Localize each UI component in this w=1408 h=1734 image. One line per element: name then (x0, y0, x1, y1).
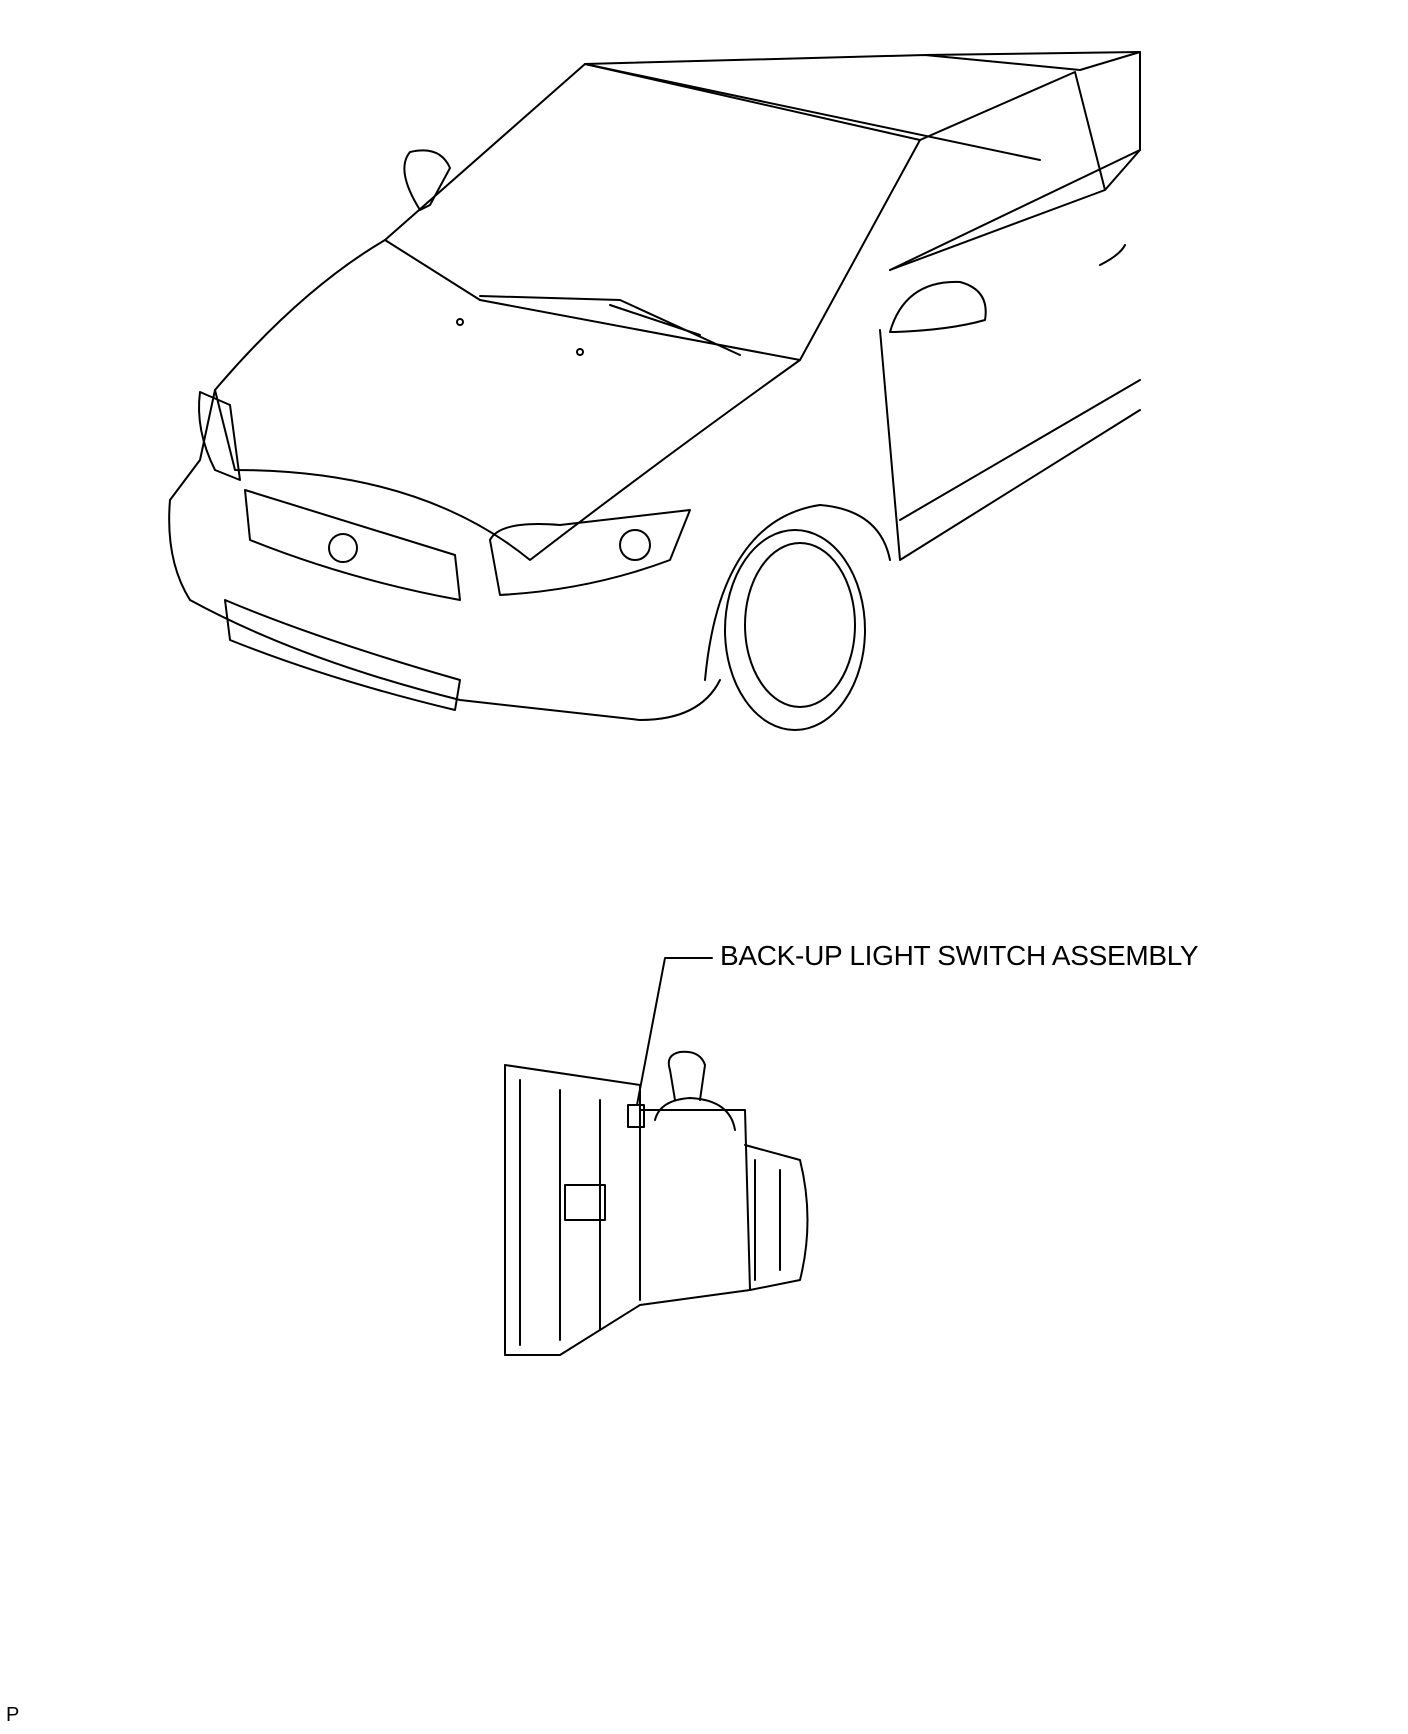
end-cover-detail (755, 1160, 780, 1280)
wipers (480, 296, 740, 355)
door-handle (1100, 245, 1125, 265)
right-mirror (890, 282, 986, 332)
callout-leader-line (637, 958, 712, 1105)
hood (215, 240, 800, 560)
callout-label: BACK-UP LIGHT SWITCH ASSEMBLY (720, 940, 1199, 971)
a-pillar (890, 72, 1105, 270)
front-fascia (169, 390, 720, 720)
bellhousing-flange (505, 1065, 520, 1355)
shift-tower (655, 1098, 735, 1130)
shift-lever-stub (669, 1052, 705, 1100)
badge-emblem (329, 534, 357, 562)
side-window (1080, 52, 1140, 190)
back-up-light-switch (628, 1105, 644, 1127)
transmission-illustration (505, 1052, 808, 1355)
headlamp-projector (620, 530, 650, 560)
left-mirror (404, 150, 450, 210)
hood-jet-2 (577, 349, 583, 355)
lower-intake (225, 600, 460, 710)
hood-jet-1 (457, 319, 463, 325)
corner-code: P (6, 1704, 20, 1726)
roof-line (585, 52, 1140, 160)
front-wheel-rim (745, 543, 855, 707)
door (880, 150, 1140, 560)
grille (245, 490, 460, 600)
